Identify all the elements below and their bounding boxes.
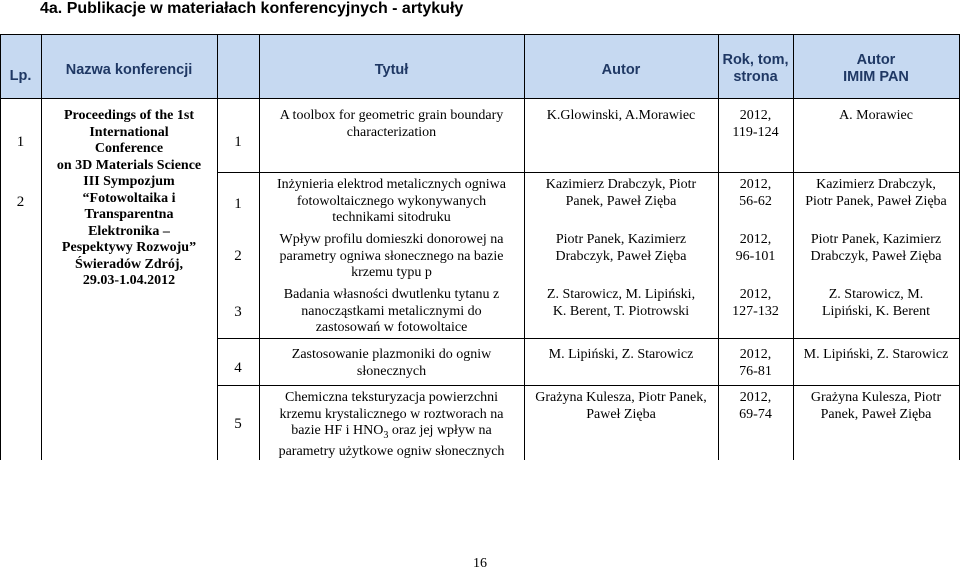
row-title: A toolbox for geometric grain boundary characterization bbox=[279, 108, 504, 140]
publications-table bbox=[0, 34, 960, 460]
row-title: Wpływ profilu domieszki donorowej na parametry ogniwa słonecznego na bazie krzemu typu p bbox=[279, 232, 504, 280]
row-issue: 2012, 96-101 bbox=[735, 232, 776, 264]
page-number: 16 bbox=[473, 556, 487, 571]
row-no: 5 bbox=[234, 416, 242, 432]
row-author: K.Glowinski, A.Morawiec bbox=[546, 108, 696, 123]
row-title: Badania własności dwutlenku tytanu z nanocząstkami metalicznymi do zastosowań w fotowoltaice bbox=[283, 287, 500, 335]
header-imim-author: Autor IMIM PAN bbox=[843, 52, 909, 85]
row-imim-author: Kazimierz Drabczyk, Piotr Panek, Paweł Zięba bbox=[805, 177, 947, 209]
row-author: Grażyna Kulesza, Piotr Panek, Paweł Zięba bbox=[535, 390, 707, 422]
conference-name-1: Proceedings of the 1st International Conference on 3D Materials Science bbox=[56, 108, 202, 173]
row-imim-author: Grażyna Kulesza, Piotr Panek, Paweł Zięba bbox=[810, 390, 942, 422]
row-issue: 2012, 119-124 bbox=[732, 108, 779, 140]
conference-lp-2: 2 bbox=[16, 194, 25, 210]
row-imim-author: M. Lipiński, Z. Starowicz bbox=[803, 347, 949, 362]
header-conference: Nazwa konferencji bbox=[65, 62, 193, 78]
row-title: Chemiczna teksturyzacja powierzchni krzemu krystalicznego w roztworach na bazie HF i $HNO_3$ oraz jej wpływ na parametry użytkowe ogniw słonecznych bbox=[278, 390, 505, 460]
header-author: Autor bbox=[601, 62, 641, 78]
row-issue: 2012, 127-132 bbox=[732, 287, 779, 319]
row-imim-author: A. Morawiec bbox=[839, 108, 913, 123]
row-author: M. Lipiński, Z. Starowicz bbox=[548, 347, 694, 362]
header-issue: Rok, tom, strona bbox=[722, 52, 789, 85]
row-imim-author: Piotr Panek, Kazimierz Drabczyk, Paweł Zięba bbox=[810, 232, 942, 264]
row-title: Inżynieria elektrod metalicznych ogniwa fotowoltaicznego wykonywanych technikami sitodruku bbox=[277, 177, 506, 225]
row-title: Zastosowanie plazmoniki do ogniw słonecznych bbox=[291, 347, 492, 379]
row-author: Kazimierz Drabczyk, Piotr Panek, Paweł Zięba bbox=[545, 177, 697, 209]
row-no: 1 bbox=[234, 134, 242, 150]
conference-lp-1: 1 bbox=[16, 134, 25, 150]
row-author: Piotr Panek, Kazimierz Drabczyk, Paweł Zięba bbox=[555, 232, 687, 264]
section-heading: 4a. Publikacje w materiałach konferencyjnych - artykuły bbox=[40, 0, 464, 17]
row-issue: 2012, 69-74 bbox=[739, 390, 772, 422]
row-no: 3 bbox=[234, 304, 242, 320]
row-issue: 2012, 76-81 bbox=[739, 347, 772, 379]
row-no: 4 bbox=[234, 360, 242, 376]
row-author: Z. Starowicz, M. Lipiński, K. Berent, T. Piotrowski bbox=[546, 287, 696, 319]
row-no: 1 bbox=[234, 196, 242, 212]
header-lp: Lp. bbox=[9, 68, 32, 84]
row-no: 2 bbox=[234, 248, 242, 264]
row-issue: 2012, 56-62 bbox=[739, 177, 772, 209]
conference-name-2: III Sympozjum “Fotowoltaika i Transparentna Elektronika – Pespektywy Rozwoju” Świeradów Zdrój, 29.03-1.04.2012 bbox=[61, 174, 197, 288]
header-title: Tytuł bbox=[374, 62, 409, 78]
row-imim-author: Z. Starowicz, M. Lipiński, K. Berent bbox=[821, 287, 931, 319]
